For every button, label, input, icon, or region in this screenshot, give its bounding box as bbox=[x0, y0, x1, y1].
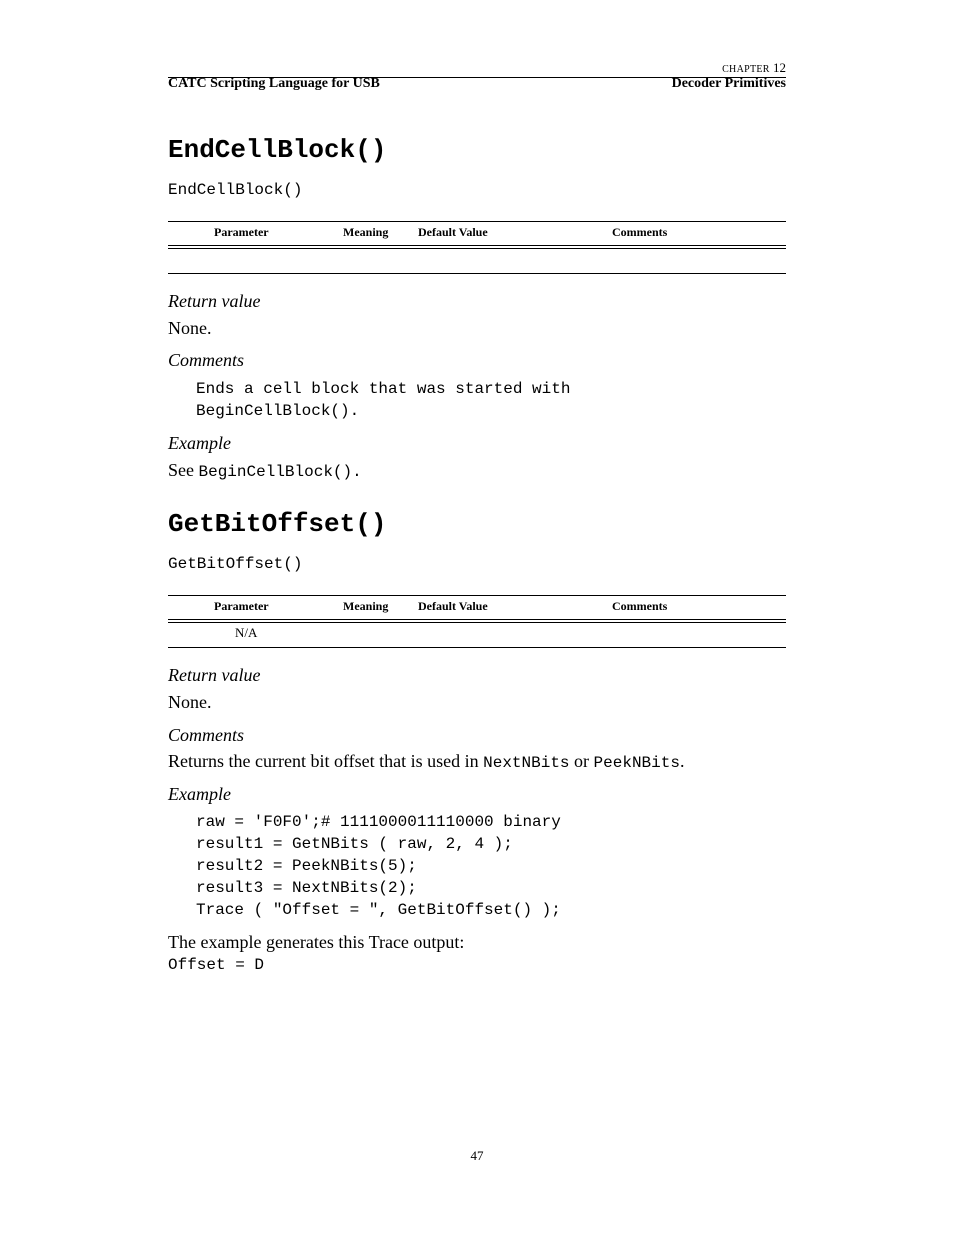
trace-output-code: Offset = D bbox=[168, 956, 265, 974]
header-left-title: CATC Scripting Language for USB bbox=[168, 76, 380, 91]
table-cell-parameter: N/A bbox=[235, 625, 258, 640]
code-line: Trace ( "Offset = ", GetBitOffset() ); bbox=[196, 901, 561, 919]
example-label: Example bbox=[168, 433, 231, 453]
example-label: Example bbox=[168, 784, 231, 804]
code-line: result1 = GetNBits ( raw, 2, 4 ); bbox=[196, 835, 513, 853]
comments-text bbox=[168, 751, 684, 772]
section-title-getbitoffset: GetBitOffset() bbox=[168, 509, 387, 539]
col-header-parameter: Parameter bbox=[214, 599, 269, 613]
return-value-label: Return value bbox=[168, 665, 261, 685]
return-value-text: None. bbox=[168, 318, 212, 338]
col-header-comments: Comments bbox=[612, 599, 668, 613]
table-header-rule bbox=[168, 619, 786, 620]
return-value-text: None. bbox=[168, 692, 212, 712]
code-line: result3 = NextNBits(2); bbox=[196, 879, 417, 897]
code-line: result2 = PeekNBits(5); bbox=[196, 857, 417, 875]
syntax-getbitoffset: GetBitOffset() bbox=[168, 555, 303, 573]
table-header-rule-double bbox=[168, 248, 786, 249]
comments-code-line: BeginCellBlock(). bbox=[196, 402, 360, 420]
chapter-label bbox=[722, 60, 786, 76]
comments-text-or: or bbox=[574, 751, 590, 771]
table-bottom-rule bbox=[168, 273, 786, 274]
col-header-parameter: Parameter bbox=[214, 225, 269, 239]
table-header-rule-double bbox=[168, 622, 786, 623]
chapter-word: CHAPTER bbox=[722, 64, 770, 75]
table-header-rule bbox=[168, 245, 786, 246]
example-text bbox=[168, 460, 362, 481]
page-number: 47 bbox=[470, 1148, 484, 1163]
comments-code-block bbox=[196, 378, 570, 422]
col-header-default-value: Default Value bbox=[418, 225, 488, 239]
header-right-title: Decoder Primitives bbox=[671, 76, 786, 91]
comments-text-end: . bbox=[679, 751, 685, 771]
example-code-block bbox=[196, 811, 561, 921]
comments-label: Comments bbox=[168, 350, 244, 370]
comments-code-nextnbits: NextNBits bbox=[483, 754, 570, 772]
syntax-endcellblock: EndCellBlock() bbox=[168, 181, 303, 199]
comments-label: Comments bbox=[168, 725, 244, 745]
example-see: See bbox=[168, 460, 194, 480]
table-top-rule bbox=[168, 595, 786, 596]
col-header-meaning: Meaning bbox=[343, 225, 389, 239]
comments-code-peeknbits: PeekNBits bbox=[593, 754, 680, 772]
example-ref-code: BeginCellBlock(). bbox=[198, 463, 362, 481]
col-header-meaning: Meaning bbox=[343, 599, 389, 613]
output-description: The example generates this Trace output: bbox=[168, 932, 465, 952]
comments-text-pre: Returns the current bit offset that is used in bbox=[168, 751, 479, 771]
return-value-label: Return value bbox=[168, 291, 261, 311]
table-top-rule bbox=[168, 221, 786, 222]
col-header-default-value: Default Value bbox=[418, 599, 488, 613]
code-line: raw = 'F0F0';# 1111000011110000 binary bbox=[196, 813, 561, 831]
col-header-comments: Comments bbox=[612, 225, 668, 239]
chapter-number: 12 bbox=[773, 60, 786, 75]
comments-code-line: Ends a cell block that was started with bbox=[196, 380, 571, 398]
section-title-endcellblock: EndCellBlock() bbox=[168, 135, 387, 165]
table-bottom-rule bbox=[168, 647, 786, 648]
